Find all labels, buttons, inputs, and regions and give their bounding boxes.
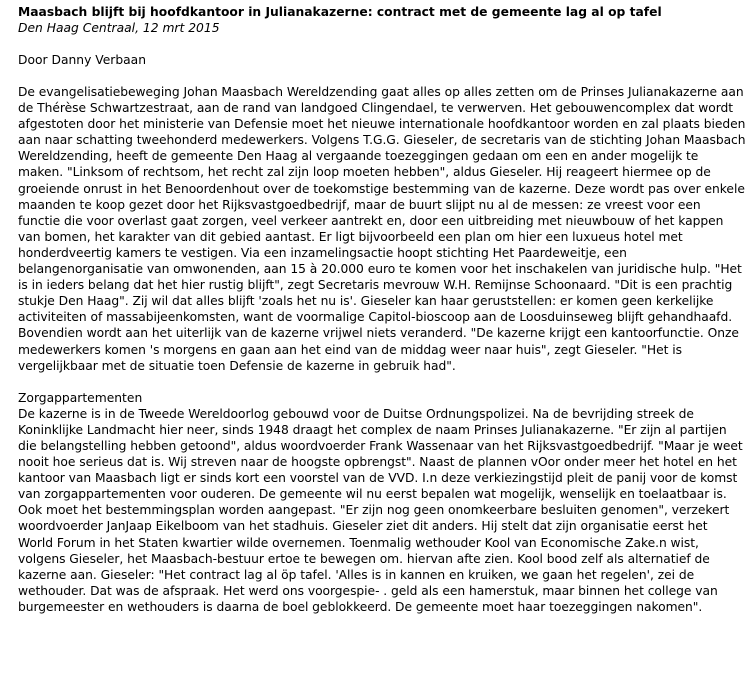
article-subheading: Zorgappartementen (18, 390, 143, 405)
article-headline: Maasbach blijft bij hoofdkantoor in Julianakazerne: contract met de gemeente lag al op tafel (18, 5, 662, 19)
article-paragraph-1: De evangelisatiebeweging Johan Maasbach Wereldzending gaat alles op alles zetten om de Prinses Julianakazerne aan de Thérèse Schwartzestraat, aan de rand van landgoed Clingendael, te verwerven. Het gebouwencomplex dat wordt afgestoten door het ministerie van Defensie moet het nieuwe internationale hoofdkantoor worden en zal plaats bieden aan naar schatting tweehonderd medewerkers. Volgens T.G.G. Gieseler, de secretaris van de stichting Johan Maasbach Wereldzending, heeft de gemeente Den Haag al vergaande toezeggingen gedaan om een en ander mogelijk te maken. "Linksom of rechtsom, het recht zal zijn loop moeten hebben", aldus Gieseler. Hij reageert hiermee op de groeiende onrust in het Benoordenhout over de toekomstige bestemming van de kazerne. Deze wordt pas over enkele maanden te koop gezet door het Rijksvastgoedbedrijf, maar de buurt slijpt nu al de messen: ze vreest voor een functie die voor overlast gaat zorgen, veel verkeer aantrekt en, door een uitbreiding met nieuwbouw of het kappen van bomen, het karakter van dit gebied aantast. Er ligt bijvoorbeeld een plan om hier een luxueus hotel met honderdveertig kamers te vestigen. Via een inzamelingsactie hoopt stichting Het Paardeweitje, een belangenorganisatie van omwonenden, aan 15 à 20.000 euro te komen voor het inschakelen van juridische hulp. "Het is in ieders belang dat het hier rustig blijft", zegt Secretaris mevrouw W.H. Remijnse Schoonaard. "Dit is een prachtig stukje Den Haag". Zij wil dat alles blijft 'zoals het nu is'. Gieseler kan haar geruststellen: er komen geen kerkelijke activiteiten of massabijeenkomsten, want de voormalige Capitol-bioscoop aan de Loosduinseweg blijft gehandhaafd. Bovendien wordt aan het uiterlijk van de kazerne vrijwel niets veranderd. "De kazerne krijgt een kantoorfunctie. Onze medewerkers komen 's morgens en gaan aan het eind van de middag weer naar huis", zegt Gieseler. "Het is vergelijkbaar met de situatie toen Defensie de kazerne in gebruik had". (18, 85, 746, 373)
article-paragraph-2: De kazerne is in de Tweede Wereldoorlog gebouwd voor de Duitse Ordnungspolizei. Na de bevrijding streek de Koninklijke Landmacht hier neer, sinds 1948 draagt het complex de naam Prinses Julianakazerne. "Er zijn al partijen die belangstelling hebben getoond", aldus woordvoerder Frank Wassenaar van het Rijksvastgoedbedrijf. "Maar je weet nooit hoe serieus dat is. Wij streven naar de hoogste opbrengst". Naast de plannen vOor onder meer het hotel en het kantoor van Maasbach ligt er sinds kort een voorstel van de VVD. I.n deze verkiezingstijd pleit de panij voor de komst van zorgappartementen voor ouderen. De gemeente wil nu eerst bepalen wat mogelijk, wenselijk en toelaatbaar is. Ook moet het bestemmingsplan worden aangepast. "Er zijn nog geen onomkeerbare besluiten genomen", verzekert woordvoerder JanJaap Eikelboom van het stadhuis. Gieseler ziet dit anders. Hij stelt dat zijn organisatie eerst het World Forum in het Staten kwartier wilde overnemen. Toenmalig wethouder Kool van Economische Zake.n wist, volgens Gieseler, het Maasbach-bestuur ertoe te bewegen om. hiervan afte zien. Kool bood zelf als alternatief de kazerne aan. Gieseler: "Het contract lag al öp tafel. 'Alles is in kannen en kruiken, we gaan het regelen', zei de wethouder. Dat was de afspraak. Het werd ons voorgespie- . geld als een hamerstuk, maar binnen het college van burgemeester en wethouders is daarna de boel geblokkeerd. De gemeente moet haar toezeggingen nakomen". (18, 406, 743, 614)
article-byline: Door Danny Verbaan (18, 53, 147, 67)
article-dateline: Den Haag Centraal, 12 mrt 2015 (18, 21, 220, 35)
